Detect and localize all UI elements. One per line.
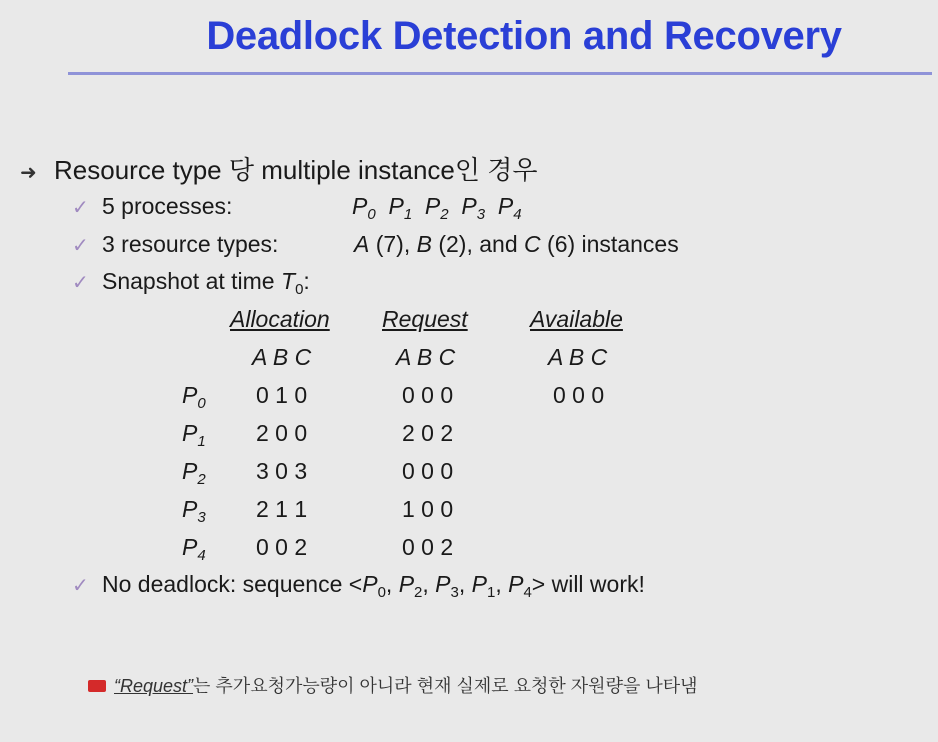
subheader-request: A B C bbox=[396, 344, 456, 370]
row-process-label: $P_0$ bbox=[182, 382, 206, 412]
row-process-label: $P_2$ bbox=[182, 458, 206, 488]
main-bullet-text: Resource type 당 multiple instance인 경우 bbox=[54, 155, 538, 185]
footnote-text: 는 추가요청가능량이 아니라 현재 실제로 요청한 자원량을 나타냄 bbox=[193, 676, 698, 696]
pencil-note-icon bbox=[88, 680, 106, 692]
bullet-snapshot: ✓ Snapshot at time $T_0$: bbox=[72, 268, 310, 298]
row-process-label: $P_1$ bbox=[182, 420, 206, 450]
row-request: 0 0 2 bbox=[402, 534, 454, 560]
checkmark-icon: ✓ bbox=[72, 197, 89, 219]
header-available: Available bbox=[530, 306, 623, 332]
main-bullet bbox=[20, 150, 537, 187]
footnote-keyword: “Request” bbox=[114, 676, 194, 696]
row-allocation: 0 0 2 bbox=[256, 534, 308, 560]
row-process-label: $P_4$ bbox=[182, 534, 206, 564]
row-request: 0 0 0 bbox=[402, 458, 454, 484]
subheader-allocation: A B C bbox=[252, 344, 312, 370]
row-process-label: $P_3$ bbox=[182, 496, 206, 526]
header-allocation: Allocation bbox=[230, 306, 330, 332]
bullet-processes-label: 5 processes: bbox=[102, 193, 233, 219]
checkmark-icon: ✓ bbox=[72, 575, 89, 597]
row-allocation: 2 0 0 bbox=[256, 420, 308, 446]
header-request: Request bbox=[382, 306, 468, 332]
bullet-processes bbox=[72, 193, 232, 220]
arrow-bullet-icon: ➜ bbox=[20, 162, 37, 184]
row-allocation: 0 1 0 bbox=[256, 382, 308, 408]
bullet-resource-types-value: A (7), B (2), and C (6) instances bbox=[354, 231, 679, 257]
bullet-resource-types-label: 3 resource types: bbox=[102, 231, 279, 257]
bullet-resource-types bbox=[72, 231, 278, 258]
slide-title: Deadlock Detection and Recovery bbox=[206, 14, 842, 58]
checkmark-icon: ✓ bbox=[72, 272, 89, 294]
footnote bbox=[88, 672, 698, 698]
row-request: 0 0 0 bbox=[402, 382, 454, 408]
bullet-processes-value: $P_0$ $P_1$ $P_2$ $P_3$ $P_4$ bbox=[352, 193, 522, 223]
row-available: 0 0 0 bbox=[553, 382, 605, 408]
row-allocation: 3 0 3 bbox=[256, 458, 308, 484]
title-divider bbox=[68, 72, 932, 75]
checkmark-icon: ✓ bbox=[72, 235, 89, 257]
subheader-available: A B C bbox=[548, 344, 608, 370]
bullet-no-deadlock: ✓ No deadlock: sequence $<P_0$, $P_2$, $P_3$, $P_1$, $P_4>$ will work! bbox=[72, 571, 645, 601]
row-allocation: 2 1 1 bbox=[256, 496, 308, 522]
row-request: 1 0 0 bbox=[402, 496, 454, 522]
row-request: 2 0 2 bbox=[402, 420, 454, 446]
